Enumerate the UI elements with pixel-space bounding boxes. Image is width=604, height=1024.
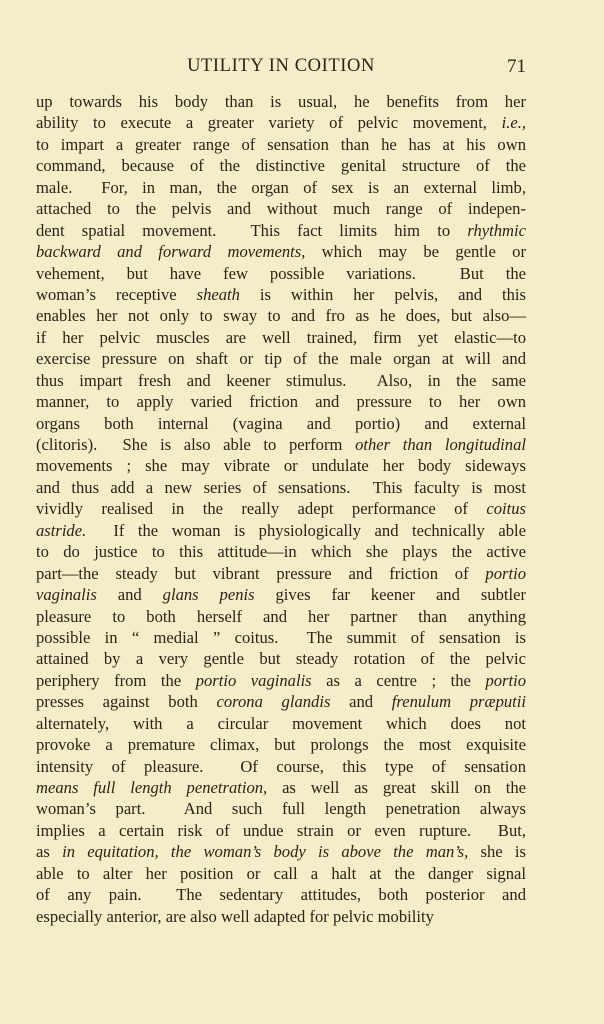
text-run: as a centre ; the bbox=[311, 670, 486, 690]
italic-text: other than longitudinal bbox=[355, 435, 526, 454]
text-line bbox=[36, 498, 526, 519]
text-run: exercise pressure on shaft or tip of the male organ at will and bbox=[36, 349, 526, 369]
text-line bbox=[36, 541, 526, 562]
text-run: male. For, in man, the organ of sex is an external limb, bbox=[36, 177, 526, 197]
text-line bbox=[36, 906, 526, 927]
text-run: and bbox=[330, 692, 392, 712]
text-run: gives far keener and subtler bbox=[254, 585, 526, 605]
text-line bbox=[36, 756, 526, 777]
text-line bbox=[36, 220, 526, 241]
text-run: organs both internal (vagina and portio) and external bbox=[36, 413, 526, 433]
body-text bbox=[36, 91, 526, 927]
text-line bbox=[36, 413, 526, 434]
text-run: is within her pelvis, and this bbox=[239, 284, 526, 304]
text-run: alternately, with a circular movement which does not bbox=[36, 713, 526, 733]
text-line bbox=[36, 241, 526, 262]
text-line bbox=[36, 91, 526, 112]
text-run: part—the steady but vibrant pressure and friction of bbox=[36, 563, 486, 583]
text-line bbox=[36, 477, 526, 498]
text-run: provoke a premature climax, but prolongs the most exquisite bbox=[36, 735, 526, 755]
text-run: command, because of the distinctive genital structure of the bbox=[36, 156, 526, 176]
text-run: thus impart fresh and keener stimulus. Also, in the same bbox=[36, 370, 526, 390]
text-run: presses against both bbox=[36, 692, 217, 712]
text-line bbox=[36, 820, 526, 841]
text-line bbox=[36, 648, 526, 669]
text-line bbox=[36, 670, 526, 691]
text-line bbox=[36, 134, 526, 155]
text-line bbox=[36, 348, 526, 369]
text-line bbox=[36, 606, 526, 627]
text-run: pleasure to both herself and her partner than anything bbox=[36, 606, 526, 626]
text-line bbox=[36, 884, 526, 905]
text-line bbox=[36, 455, 526, 476]
italic-text: rhythmic bbox=[467, 220, 526, 240]
text-run: of any pain. The sedentary attitudes, both posterior and bbox=[36, 885, 526, 905]
text-run: manner, to apply varied friction and pressure to her own bbox=[36, 392, 526, 412]
text-line bbox=[36, 370, 526, 391]
text-line bbox=[36, 284, 526, 305]
italic-text: sheath bbox=[196, 284, 240, 304]
text-run: implies a certain risk of undue strain or even rupture. But, bbox=[36, 820, 526, 840]
text-run: periphery from the bbox=[36, 670, 196, 690]
text-line bbox=[36, 777, 526, 798]
italic-text: glans penis bbox=[162, 585, 255, 605]
text-run: attached to the pelvis and without much range of indepen- bbox=[36, 199, 526, 219]
text-run: If the woman is physiologically and technically able bbox=[86, 520, 526, 540]
text-run: (clitoris). She is also able to perform bbox=[36, 435, 356, 454]
page-header bbox=[36, 56, 526, 84]
text-line bbox=[36, 734, 526, 755]
text-run: to do justice to this attitude—in which she plays the active bbox=[36, 542, 526, 562]
text-line bbox=[36, 305, 526, 326]
text-line bbox=[36, 112, 526, 133]
text-run: vehement, but have few possible variations. But the bbox=[36, 263, 526, 283]
italic-text: astride. bbox=[36, 520, 87, 540]
text-line bbox=[36, 713, 526, 734]
text-run: as bbox=[36, 842, 63, 862]
italic-text: coitus bbox=[486, 499, 526, 519]
text-line bbox=[36, 198, 526, 219]
text-run: able to alter her position or call a halt at the danger signal bbox=[36, 863, 526, 883]
text-line bbox=[36, 177, 526, 198]
italic-text: portio bbox=[485, 563, 526, 583]
italic-text: in equitation, the woman’s body is above the man’s, bbox=[62, 842, 469, 862]
text-run: ability to execute a greater variety of pelvic movement, bbox=[36, 113, 502, 133]
text-run: dent spatial movement. This fact limits him to bbox=[36, 220, 468, 240]
text-run: up towards his body than is usual, he benefits from her bbox=[36, 92, 526, 111]
page-number: 71 bbox=[507, 56, 526, 77]
text-line bbox=[36, 563, 526, 584]
text-line bbox=[36, 520, 526, 541]
text-line bbox=[36, 863, 526, 884]
text-line bbox=[36, 434, 526, 455]
text-run: enables her not only to sway to and fro as he does, but also— bbox=[36, 306, 526, 326]
text-line bbox=[36, 798, 526, 819]
italic-text: backward and forward movements, bbox=[36, 242, 306, 262]
italic-text: corona glandis bbox=[216, 692, 331, 712]
italic-text: i.e., bbox=[501, 113, 526, 133]
italic-text: means full length penetration, bbox=[36, 778, 268, 797]
text-line bbox=[36, 841, 526, 862]
text-run: woman’s part. And such full length penetration always bbox=[36, 799, 526, 819]
text-line bbox=[36, 155, 526, 176]
text-run: she is bbox=[468, 842, 526, 862]
text-run: possible in “ medial ” coitus. The summit of sensation is bbox=[36, 627, 526, 647]
text-run: woman’s receptive bbox=[36, 284, 197, 304]
text-run: vividly realised in the really adept performance of bbox=[36, 499, 487, 519]
text-run: to impart a greater range of sensation than he has at his own bbox=[36, 134, 526, 154]
text-line bbox=[36, 327, 526, 348]
italic-text: portio bbox=[485, 670, 527, 690]
running-title: UTILITY IN COITION bbox=[187, 56, 375, 76]
text-run: which may be gentle or bbox=[305, 242, 526, 262]
text-line bbox=[36, 391, 526, 412]
text-run: especially anterior, are also well adapted for pelvic mobility bbox=[36, 906, 434, 926]
text-run: movements ; she may vibrate or undulate her body sideways bbox=[36, 456, 526, 476]
text-run: as well as great skill on the bbox=[267, 778, 526, 797]
italic-text: frenulum præputii bbox=[391, 692, 526, 712]
text-run: and bbox=[96, 585, 163, 605]
text-line bbox=[36, 691, 526, 712]
text-run: intensity of pleasure. Of course, this type of sensation bbox=[36, 756, 526, 776]
italic-text: vaginalis bbox=[36, 585, 97, 605]
text-run: attained by a very gentle but steady rotation of the pelvic bbox=[36, 649, 526, 669]
text-run: if her pelvic muscles are well trained, firm yet elastic—to bbox=[36, 327, 526, 347]
text-line bbox=[36, 263, 526, 284]
text-run: and thus add a new series of sensations. This faculty is most bbox=[36, 477, 526, 497]
text-line bbox=[36, 584, 526, 605]
italic-text: portio vaginalis bbox=[195, 670, 312, 690]
text-line bbox=[36, 627, 526, 648]
